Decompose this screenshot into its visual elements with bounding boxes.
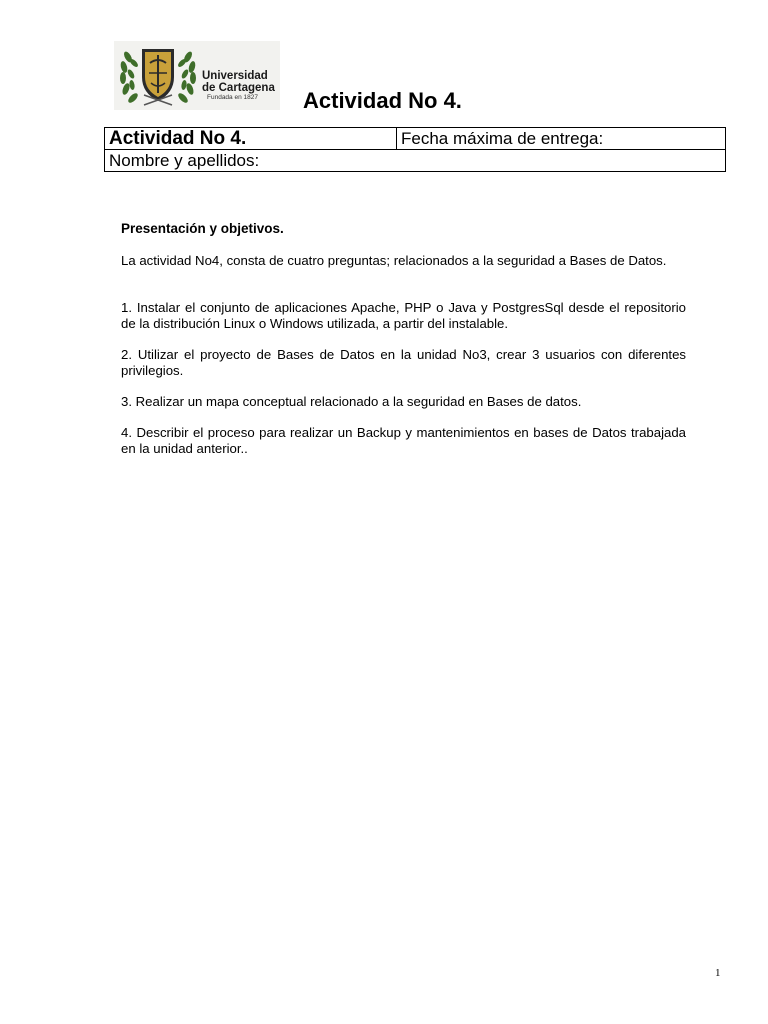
question-item-2: 2. Utilizar el proyecto de Bases de Datos en la unidad No3, crear 3 usuarios con diferentes privilegios.: [121, 347, 686, 378]
logo-founded: Fundada en 1827: [207, 94, 258, 101]
due-date-cell: Fecha máxima de entrega:: [397, 128, 726, 150]
logo-name-line2: de Cartagena: [202, 82, 275, 94]
question-item-3: 3. Realizar un mapa conceptual relacionado a la seguridad en Bases de datos.: [121, 394, 582, 409]
question-item-1: 1. Instalar el conjunto de aplicaciones Apache, PHP o Java y PostgresSql desde el repositorio de la distribución Linux o Windows utilizada, a partir del instalable.: [121, 300, 686, 331]
logo-name: [202, 70, 275, 94]
activity-cell: Actividad No 4.: [105, 128, 397, 150]
logo-name-line1: Universidad: [202, 70, 268, 82]
section-heading: Presentación y objetivos.: [121, 221, 284, 236]
document-body: [121, 221, 686, 472]
info-table-row: [105, 128, 726, 150]
intro-paragraph: La actividad No4, consta de cuatro preguntas; relacionados a la seguridad a Bases de Datos.: [121, 253, 667, 268]
page-number: 1: [715, 967, 721, 979]
name-cell: Nombre y apellidos:: [105, 150, 726, 172]
info-table-row: [105, 150, 726, 172]
university-crest-icon: [116, 43, 200, 109]
document-title: Actividad No 4.: [303, 88, 462, 113]
info-table: [104, 127, 726, 172]
question-item-4: 4. Describir el proceso para realizar un Backup y mantenimientos en bases de Datos trabajada en la unidad anterior..: [121, 425, 686, 456]
university-logo: [114, 41, 280, 110]
